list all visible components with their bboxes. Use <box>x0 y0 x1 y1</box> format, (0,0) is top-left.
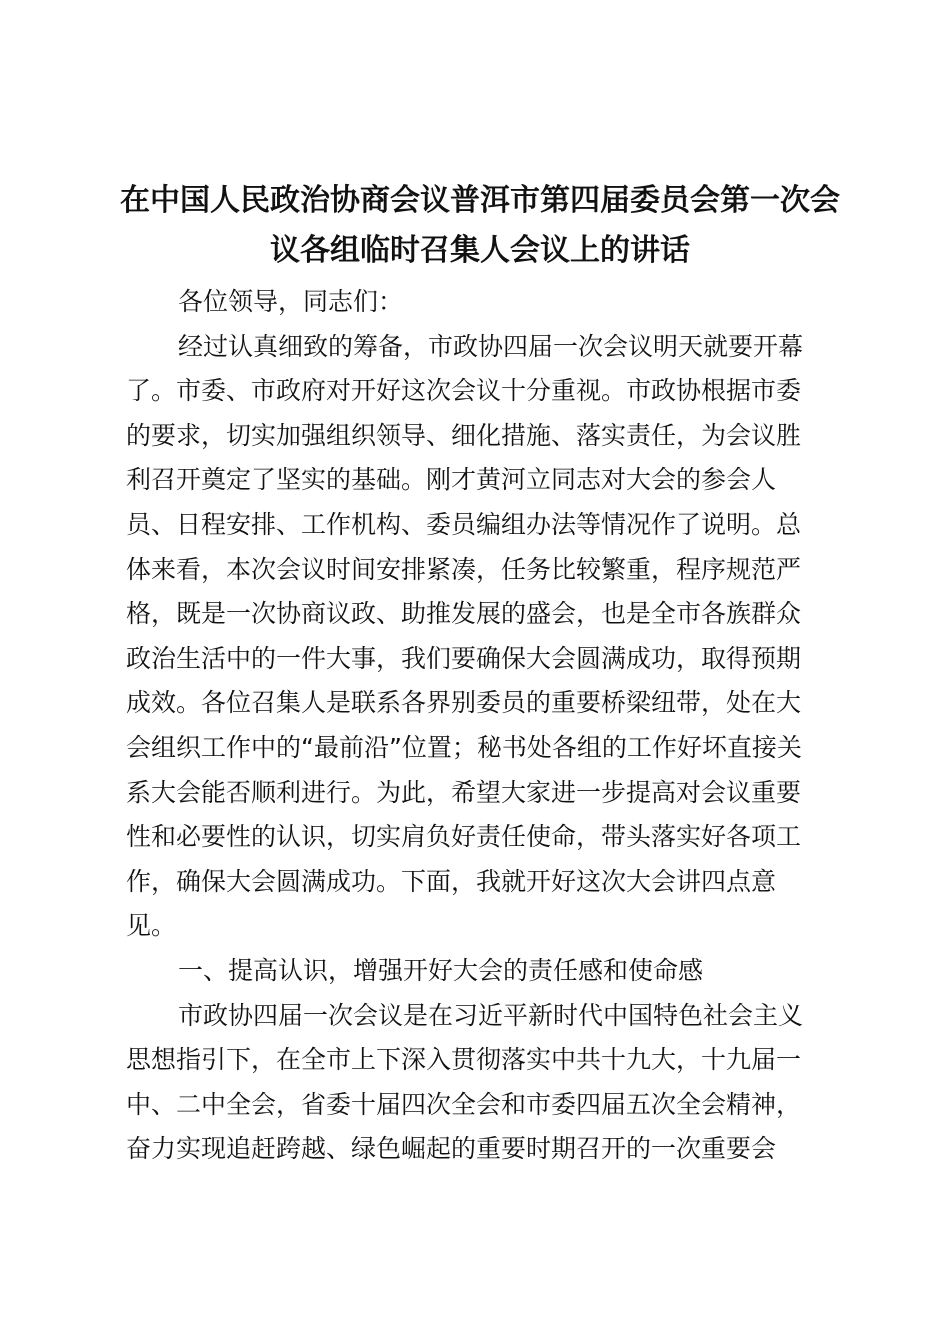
paragraph-line: 性和必要性的认识，切实肩负好责任使命，带头落实好各项工 <box>126 822 802 852</box>
paragraph-line: 的要求，切实加强组织领导、细化措施、落实责任，为会议胜 <box>126 420 802 450</box>
paragraph-line: 政治生活中的一件大事，我们要确保大会圆满成功，取得预期 <box>126 643 802 673</box>
paragraph-line: 经过认真细致的筹备，市政协四届一次会议明天就要开幕 <box>178 331 804 361</box>
paragraph-line: 奋力实现追赶跨越、绿色崛起的重要时期召开的一次重要会 <box>126 1134 777 1164</box>
title-line: 在中国人民政治协商会议普洱市第四届委员会第一次会 <box>120 183 840 218</box>
paragraph-line: 中、二中全会，省委十届四次全会和市委四届五次全会精神， <box>126 1089 802 1119</box>
paragraph-line: 系大会能否顺利进行。为此，希望大家进一步提高对会议重要 <box>126 777 802 807</box>
paragraph-line: 作，确保大会圆满成功。下面，我就开好这次大会讲四点意 <box>126 866 777 896</box>
paragraph-line: 会组织工作中的“最前沿”位置；秘书处各组的工作好坏直接关 <box>126 732 802 762</box>
paragraph-line: 了。市委、市政府对开好这次会议十分重视。市政协根据市委 <box>126 376 802 406</box>
paragraph-line: 思想指引下，在全市上下深入贯彻落实中共十九大，十九届一 <box>126 1045 802 1075</box>
paragraph-line: 体来看，本次会议时间安排紧凑，任务比较繁重，程序规范严 <box>126 554 802 584</box>
salutation: 各位领导，同志们： <box>178 287 404 316</box>
title-line: 议各组临时召集人会议上的讲话 <box>270 233 690 268</box>
paragraph-line: 成效。各位召集人是联系各界别委员的重要桥梁纽带，处在大 <box>126 688 802 718</box>
section-heading: 一、提高认识，增强开好大会的责任感和使命感 <box>178 955 704 985</box>
document-body <box>126 280 826 1172</box>
document-title <box>110 176 850 276</box>
paragraph-line: 见。 <box>126 911 177 941</box>
paragraph-line: 市政协四届一次会议是在习近平新时代中国特色社会主义 <box>178 1000 804 1030</box>
paragraph-line: 格，既是一次协商议政、助推发展的盛会，也是全市各族群众 <box>126 599 802 629</box>
paragraph-line: 员、日程安排、工作机构、委员编组办法等情况作了说明。总 <box>126 509 802 539</box>
paragraph-line: 利召开奠定了坚实的基础。刚才黄河立同志对大会的参会人 <box>126 465 777 495</box>
